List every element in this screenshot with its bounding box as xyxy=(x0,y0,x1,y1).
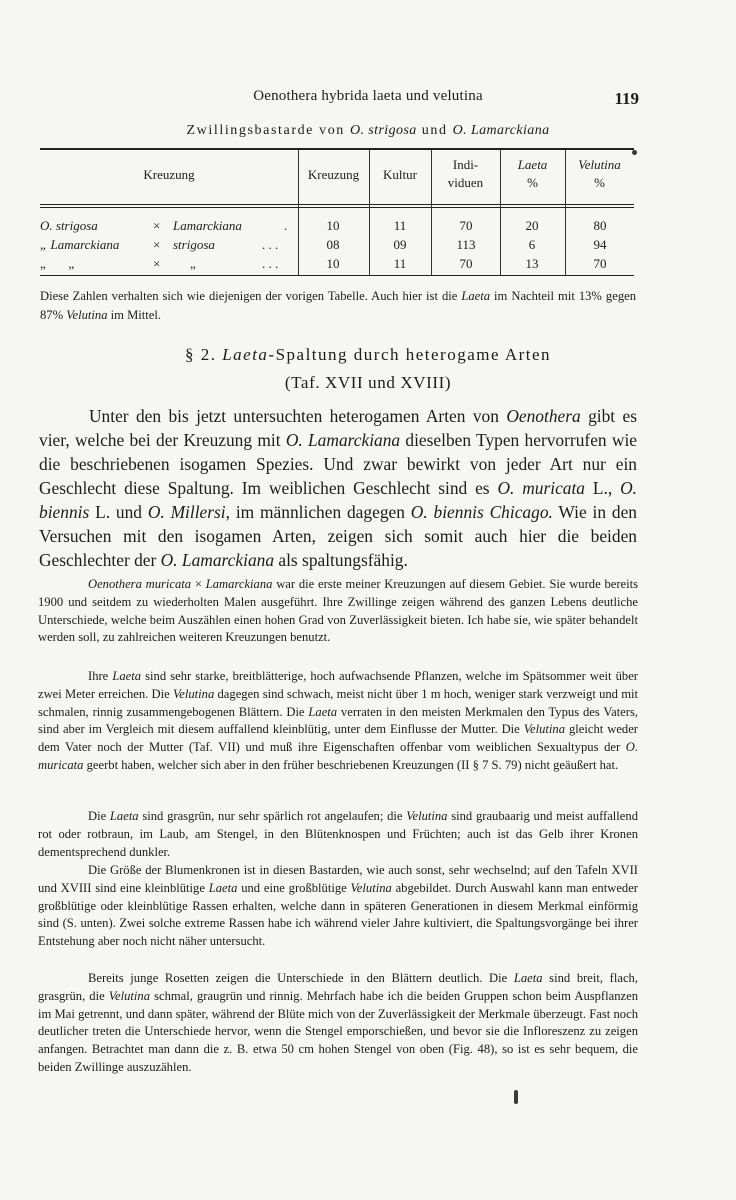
row-velutina: 80 xyxy=(593,218,607,233)
italic-run: Laeta xyxy=(308,704,338,719)
section-title: -Spaltung durch heterogame Arten xyxy=(268,345,552,364)
row-leader-dots: . . . xyxy=(262,237,279,252)
row-cross-sign: × xyxy=(153,237,161,252)
section-subtitle: (Taf. XVII und XVIII) xyxy=(284,373,452,392)
row-kultur: 11 xyxy=(393,218,407,233)
text-run: × xyxy=(191,577,206,591)
row-kreuzung: 10 xyxy=(326,256,340,271)
row-kreuzung: 10 xyxy=(326,218,340,233)
italic-run: Oenothera muricata xyxy=(88,577,192,591)
header-velutina-percent: % xyxy=(594,175,605,190)
text-run: Die xyxy=(88,809,110,823)
note-laeta: Laeta xyxy=(461,289,491,303)
header-kreuzung: Kreuzung xyxy=(143,167,195,182)
header-individuen xyxy=(431,156,500,192)
italic-run: Lamarckiana xyxy=(205,577,273,591)
caption-species-lamarckiana: O. Lamarckiana xyxy=(452,123,550,138)
text-run: Die Größe der Blumenkronen ist in diesen Bastarden, wie auch sonst, sehr wechselnd; auf den Tafeln XVII und XVIII sind eine kleinblütige xyxy=(38,863,638,895)
row-kreuzung: 08 xyxy=(326,237,340,252)
italic-run: Laeta xyxy=(109,809,139,823)
caption-species-strigosa: O. strigosa xyxy=(350,123,417,138)
row-father: Lamarckiana xyxy=(173,218,242,233)
paragraph-muricata-cross xyxy=(38,576,638,647)
row-cross-sign: × xyxy=(153,256,161,271)
row-leader-dots: . xyxy=(284,218,288,233)
row-laeta: 20 xyxy=(525,218,539,233)
row-laeta: 13 xyxy=(525,256,539,271)
caption-prefix: Zwillingsbastarde von xyxy=(186,123,350,138)
italic-run: Velutina xyxy=(172,686,215,701)
page-number: 119 xyxy=(614,89,639,108)
italic-run: Laeta xyxy=(208,880,238,895)
running-title: Oenothera hybrida laeta und velutina xyxy=(253,88,483,104)
text-run: und eine großblütige xyxy=(237,880,351,895)
italic-run: Laeta xyxy=(112,669,142,683)
text-run: war die erste meiner Kreuzungen auf diesem Gebiet. Sie wurde bereits 1900 und seitdem zu wiederholten Malen ausgeführt. Ihre Zwillinge zeigen während des ganzen Lebens deutliche Unterschiede, welche beim Auszählen einen hohen Grad von Zuverlässigkeit bieten. Ich habe sie, wie später behandelt werden soll, zu zahlreichen weiteren Kreuzungen benutzt. xyxy=(38,577,639,645)
text-run: , im männlichen dagegen xyxy=(225,502,411,522)
text-run: Bereits junge Rosetten zeigen die Unterschiede in den Blättern deutlich. Die xyxy=(88,971,514,985)
paragraph-flower-size xyxy=(38,862,638,951)
row-kultur: 11 xyxy=(393,256,407,271)
row-kultur: 09 xyxy=(393,237,407,252)
text-run: geerbt haben, welcher sich aber in den früher beschriebenen Kreuzungen (II § 7 S. 79) nicht geäußert hat. xyxy=(83,757,619,772)
header-laeta-label: Laeta xyxy=(517,157,548,172)
row-father: strigosa xyxy=(173,237,215,252)
note-text: im Mittel. xyxy=(107,308,162,322)
italic-run: O. biennis Chicago. xyxy=(410,502,553,522)
text-run: Ihre xyxy=(88,669,113,683)
text-run: L., xyxy=(585,478,621,498)
section-heading xyxy=(0,345,736,365)
table-top-rule xyxy=(40,148,634,150)
section-title-laeta: Laeta xyxy=(222,345,269,364)
note-velutina: Velutina xyxy=(66,308,108,322)
table-caption xyxy=(0,123,736,139)
row-leader-dots: . . . xyxy=(262,256,279,271)
italic-run: O. muricata xyxy=(38,740,638,772)
italic-run: Oenothera xyxy=(506,406,581,426)
italic-run: O. Lamarckiana xyxy=(160,550,275,570)
text-run: sind sehr starke, breitblätterige, hoch aufwachsende Pflanzen, welche im Spätsommer weit über zwei Meter erreichen. Die xyxy=(38,669,638,701)
intro-paragraph xyxy=(39,404,637,572)
paragraph-rosettes xyxy=(38,970,638,1077)
header-individuen-line-1: Indi- xyxy=(452,157,479,172)
text-run: dieselben Typen hervorrufen wie die beschriebenen isogamen Spezies. Und zwar bewirkt von jeder Art nur ein Geschlecht diese Spaltung. Im weiblichen Geschlecht sind es xyxy=(39,430,638,498)
paragraph-colour xyxy=(38,808,638,861)
text-run: gibt es vier, welche bei der Kreuzung mit xyxy=(39,406,637,450)
row-cross-sign: × xyxy=(153,218,161,233)
row-velutina: 94 xyxy=(593,237,607,252)
text-run: schmal, graugrün und rinnig. Mehrfach habe ich die beiden Gruppen schon beim Auspflanzen im Mai getrennt, und dann später, während der Blüte mich von der Zuverlässigkeit der Merkmale überzeugt. Fast noch deutlicher treten die Unterschiede hervor, wenn die Stengel emporschießen, und bevor sie die Infloreszenz zu zeigen anfangen. Betrachtet man dann die z. B. etwa 50 cm hohen Stengel von oben (Fig. 48), so ist es sehr bequem, die beiden Zwillinge auszuzählen. xyxy=(38,988,638,1074)
text-run: als spaltungsfähig. xyxy=(274,550,408,570)
caption-connector: und xyxy=(416,123,453,138)
italic-run: O. Millersi xyxy=(147,502,226,522)
paragraph-laeta-description xyxy=(38,668,638,775)
text-run: gleicht weder dem Vater noch der Mutter (Taf. VII) und muß ihre Eigenschaften offenbar vom weiblichen Sexualtypus der xyxy=(38,722,638,755)
text-run: dagegen sind schwach, meist nicht über 1 m hoch, weniger stark verzweigt und mit schmalen, rinnig zusammengebogenen Blättern. Die xyxy=(38,686,639,719)
table-bottom-rule xyxy=(40,275,634,276)
header-laeta-percent: % xyxy=(527,175,538,190)
italic-run: O. biennis xyxy=(39,478,637,522)
row-mother: „ Lamarckiana xyxy=(40,237,120,252)
italic-run: O. Lamarckiana xyxy=(285,430,401,450)
italic-run: Velutina xyxy=(350,880,392,895)
running-head xyxy=(0,88,736,108)
row-mother: „ „ xyxy=(40,256,75,271)
header-rule-2 xyxy=(40,207,634,208)
text-run: sind graubaarig und meist auffallend rot oder rotbraun, im Laub, am Stengel, in den Blütenknospen und Früchten; auch ist das Gelb ihrer Kronen dementsprechend dunkler. xyxy=(38,809,638,859)
text-run: verraten in den meisten Merkmalen den Typus des Vaters, sind aber im Vergleich mit diesem auffallend kleinblütig, unter dem Einflusse der Mutter. Die xyxy=(38,704,638,737)
header-velutina-label: Velutina xyxy=(578,157,621,172)
row-laeta: 6 xyxy=(528,237,536,252)
ink-spot xyxy=(514,1090,518,1104)
header-kultur: Kultur xyxy=(383,167,417,182)
text-run: L. und xyxy=(89,502,148,522)
note-text: im Nachteil mit 13% gegen 87% xyxy=(40,289,636,322)
text-run: sind grasgrün, nur sehr spärlich rot angelaufen; die xyxy=(138,809,407,823)
italic-run: Velutina xyxy=(406,809,448,823)
header-velutina xyxy=(565,156,634,192)
italic-run: Laeta xyxy=(513,971,543,985)
text-run: sind breit, flach, grasgrün, die xyxy=(38,971,638,1003)
text-run: abgebildet. Durch Auswahl kann man entweder großblütige oder kleinblütige Rassen erhalten, welche dann in späteren Generationen in diesem Merkmal einförmig sind (S. unten). Zwei solche extreme Rassen habe ich während vieler Jahre kultiviert, die Spaltungsvorgänge bei ihrer Entstehung aber noch nicht näher untersucht. xyxy=(38,880,638,949)
header-kreuzung-number: Kreuzung xyxy=(307,167,360,182)
row-individuen: 113 xyxy=(456,237,476,252)
italic-run: Velutina xyxy=(108,988,151,1003)
italic-run: O. muricata xyxy=(497,478,586,498)
header-laeta xyxy=(500,156,565,192)
header-rule-1 xyxy=(40,204,634,205)
text-run: Unter den bis jetzt untersuchten heterogamen Arten von xyxy=(89,406,507,426)
header-individuen-line-2: viduen xyxy=(447,175,484,190)
text-run: Wie in den Versuchen mit den isogamen Arten, zeigen sich somit auch hier die beiden Geschlechter der xyxy=(39,502,637,570)
note-text: Diese Zahlen verhalten sich wie diejenigen der vorigen Tabelle. Auch hier ist die xyxy=(40,289,462,303)
row-mother: O. strigosa xyxy=(40,218,98,233)
table-note xyxy=(40,287,636,325)
row-velutina: 70 xyxy=(593,256,607,271)
row-individuen: 70 xyxy=(459,256,473,271)
row-individuen: 70 xyxy=(459,218,473,233)
section-number: § 2. xyxy=(184,345,223,364)
ink-spot xyxy=(632,150,637,155)
row-father: „ xyxy=(190,256,196,271)
italic-run: Velutina xyxy=(523,722,566,737)
